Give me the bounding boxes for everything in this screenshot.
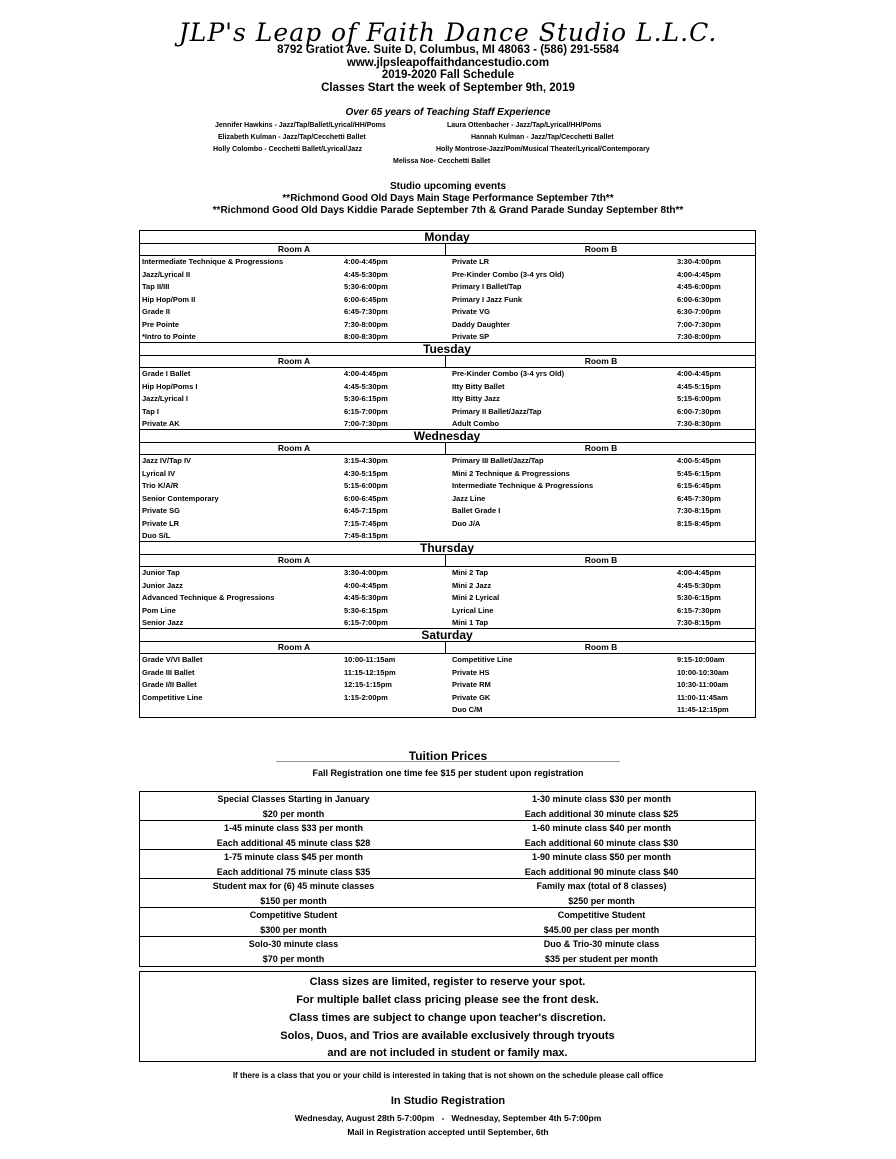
tuition-row	[140, 850, 755, 879]
class-name: Senior Jazz	[142, 618, 184, 627]
class-name: Grade II	[142, 307, 170, 316]
class-name: Jazz Line	[452, 493, 486, 503]
staff-heading: Over 65 years of Teaching Staff Experience	[345, 107, 551, 118]
class-time: 5:15-6:00pm	[677, 394, 721, 403]
event-line: **Richmond Good Old Days Main Stage Performance September 7th**	[282, 193, 614, 204]
class-name: Itty Bitty Ballet	[452, 381, 505, 391]
class-time: 6:15-7:00pm	[344, 406, 388, 416]
class-name: Duo C/M	[452, 705, 483, 714]
class-name: Junior Tap	[142, 568, 180, 577]
class-name: Competitive Line	[142, 692, 203, 702]
class-name: Mini 2 Tap	[452, 568, 489, 577]
class-time: 3:30-4:00pm	[677, 257, 721, 266]
class-time: 4:00-4:45pm	[677, 568, 721, 577]
tuition-line: 1-60 minute class $40 per month	[531, 823, 672, 833]
class-time: 4:00-5:45pm	[677, 456, 721, 465]
staff-member: Holly Montrose-Jazz/Pom/Musical Theater/Lyrical/Contemporary	[436, 146, 650, 153]
class-time: 5:30-6:15pm	[344, 394, 388, 403]
staff-member: Melissa Noe- Cecchetti Ballet	[393, 158, 491, 165]
class-name: Hip Hop/Pom II	[142, 294, 196, 304]
class-time: 6:15-7:00pm	[344, 618, 388, 627]
class-name: Pom Line	[142, 605, 176, 615]
class-time: 4:00-4:45pm	[677, 369, 721, 378]
tuition-cell	[448, 908, 755, 937]
class-name: Grade I/II Ballet	[142, 680, 197, 689]
class-name: Competitive Line	[452, 655, 513, 664]
class-time: 5:30-6:15pm	[344, 605, 388, 615]
day-title: Thursday	[139, 541, 755, 555]
tuition-line: Each additional 60 minute class $30	[524, 837, 679, 848]
class-name: Intermediate Technique & Progressions	[452, 481, 594, 490]
room-a-header: Room A	[277, 555, 311, 565]
tuition-table	[139, 791, 756, 967]
class-time: 5:30-6:15pm	[677, 593, 721, 602]
tuition-line: 1-75 minute class $45 per month	[223, 852, 364, 862]
class-time: 6:45-7:30pm	[344, 307, 388, 316]
class-name: Junior Jazz	[142, 580, 183, 590]
tuition-title: Tuition Prices	[408, 749, 488, 763]
tuition-line: Competitive Student	[249, 910, 338, 920]
class-name: Advanced Technique & Progressions	[142, 593, 275, 602]
class-name: Duo S/L	[142, 531, 171, 540]
class-time: 5:15-6:00pm	[344, 481, 388, 490]
call-office-note: If there is a class that you or your child is interested in taking that is not shown on the schedule please call office	[232, 1071, 664, 1080]
class-name: Primary I Jazz Funk	[452, 294, 523, 304]
class-name: Intermediate Technique & Progressions	[142, 257, 284, 266]
class-name: Mini 1 Tap	[452, 618, 489, 627]
class-time: 7:30-8:15pm	[677, 506, 721, 515]
tuition-row	[140, 821, 755, 850]
class-time: 11:00-11:45am	[677, 692, 728, 702]
class-time: 4:45-5:30pm	[344, 269, 388, 279]
class-name: Private HS	[452, 667, 490, 677]
class-time: 1:15-2:00pm	[344, 692, 388, 702]
class-time: 4:45-5:30pm	[677, 580, 721, 590]
tuition-line: $70 per month	[262, 953, 325, 964]
class-name: Grade V/VI Ballet	[142, 655, 203, 664]
tuition-line: $300 per month	[260, 924, 327, 935]
class-name: Mini 2 Lyrical	[452, 593, 500, 602]
registration-fee: Fall Registration one time fee $15 per student upon registration	[312, 768, 584, 778]
class-time: 7:30-8:00pm	[677, 332, 721, 341]
day-title: Monday	[139, 230, 755, 244]
staff-member: Hannah Kulman - Jazz/Tap/Cecchetti Ballet	[471, 134, 614, 141]
class-time: 4:45-5:15pm	[677, 381, 721, 391]
class-name: Primary I Ballet/Tap	[452, 282, 522, 291]
class-time: 4:00-4:45pm	[344, 580, 388, 590]
tuition-line: Competitive Student	[557, 910, 646, 920]
tuition-line: 1-90 minute class $50 per month	[531, 852, 672, 862]
class-name: Duo J/A	[452, 518, 481, 528]
class-name: Primary III Ballet/Jazz/Tap	[452, 456, 544, 465]
class-name: Private LR	[142, 518, 180, 528]
note-line: Class sizes are limited, register to reserve your spot.	[309, 976, 586, 988]
class-time: 8:15-8:45pm	[677, 518, 721, 528]
class-name: Senior Contemporary	[142, 493, 219, 503]
class-time: 6:15-6:45pm	[677, 481, 721, 490]
note-line: For multiple ballet class pricing please see the front desk.	[296, 994, 599, 1006]
room-b-header: Room B	[445, 443, 756, 454]
class-name: Ballet Grade I	[452, 506, 501, 515]
classes-start: Classes Start the week of September 9th, 2019	[321, 82, 575, 94]
tuition-cell	[448, 879, 755, 908]
studio-name: JLP's Leap of Faith Dance Studio L.L.C.	[178, 18, 718, 47]
class-time: 5:45-6:15pm	[677, 468, 721, 478]
registration-title: In Studio Registration	[390, 1095, 506, 1107]
class-time: 10:00-11:15am	[344, 655, 396, 664]
class-name: Jazz IV/Tap IV	[142, 456, 192, 465]
class-time: 4:45-5:30pm	[344, 593, 388, 602]
class-time: 7:30-8:15pm	[677, 618, 721, 627]
tuition-cell	[448, 792, 755, 821]
room-a-header: Room A	[277, 244, 311, 254]
tuition-line: $150 per month	[260, 895, 327, 906]
event-line: **Richmond Good Old Days Kiddie Parade September 7th & Grand Parade Sunday September 8th**	[212, 205, 684, 216]
tuition-cell	[140, 850, 447, 879]
staff-member: Laura Ottenbacher - Jazz/Tap/Lyrical/HH/Poms	[447, 122, 602, 129]
class-time: 7:30-8:00pm	[344, 319, 388, 329]
day-title: Saturday	[139, 628, 755, 642]
schedule-title: 2019-2020 Fall Schedule	[381, 69, 515, 81]
class-time: 8:00-8:30pm	[344, 332, 388, 341]
tuition-line: Special Classes Starting in January	[217, 794, 370, 804]
day-title: Wednesday	[139, 429, 755, 443]
class-time: 6:45-7:30pm	[677, 493, 721, 503]
tuition-line: Duo & Trio-30 minute class	[543, 939, 660, 949]
class-time: 4:30-5:15pm	[344, 468, 388, 478]
tuition-line: Each additional 75 minute class $35	[216, 866, 371, 877]
class-time: 3:30-4:00pm	[344, 568, 388, 577]
class-time: 6:15-7:30pm	[677, 605, 721, 615]
tuition-line: Each additional 30 minute class $25	[524, 808, 679, 819]
divider	[276, 761, 620, 762]
tuition-line: Each additional 90 minute class $40	[524, 866, 679, 877]
note-line: and are not included in student or family max.	[327, 1047, 568, 1059]
class-name: *Intro to Pointe	[142, 332, 196, 341]
class-name: Private SP	[452, 332, 490, 341]
room-a-header: Room A	[277, 642, 311, 652]
class-time: 7:45-8:15pm	[344, 531, 388, 540]
schedule-table	[139, 230, 755, 720]
room-b-header: Room B	[445, 555, 756, 566]
tuition-cell	[140, 879, 447, 908]
tuition-line: Family max (total of 8 classes)	[536, 881, 667, 891]
class-time: 4:45-6:00pm	[677, 282, 721, 291]
class-name: Private LR	[452, 257, 490, 266]
tuition-line: $45.00 per class per month	[543, 924, 660, 935]
class-time: 11:15-12:15pm	[344, 667, 396, 677]
class-name: Lyrical IV	[142, 468, 176, 478]
class-time: 4:00-4:45pm	[344, 257, 388, 266]
class-name: Pre Pointe	[142, 319, 180, 329]
note-line: Solos, Duos, and Trios are available exclusively through tryouts	[280, 1030, 615, 1042]
class-time: 7:00-7:30pm	[677, 319, 721, 329]
class-time: 4:00-4:45pm	[677, 269, 721, 279]
tuition-cell	[448, 937, 755, 966]
tuition-cell	[448, 850, 755, 879]
room-a-header: Room A	[277, 443, 311, 453]
class-name: Adult Combo	[452, 419, 500, 428]
class-time: 6:00-6:45pm	[344, 493, 388, 503]
class-time: 4:00-4:45pm	[344, 369, 388, 378]
registration-dates: Wednesday, August 28th 5-7:00pm - Wednesday, September 4th 5-7:00pm	[294, 1113, 602, 1123]
class-time: 5:30-6:00pm	[344, 282, 388, 291]
class-time: 6:30-7:00pm	[677, 307, 721, 316]
staff-member: Jennifer Hawkins - Jazz/Tap/Ballet/Lyrical/HH/Poms	[215, 122, 386, 129]
note-line: Class times are subject to change upon teacher's discretion.	[289, 1012, 606, 1024]
tuition-line: $250 per month	[568, 895, 635, 906]
tuition-row	[140, 879, 755, 908]
class-name: Private VG	[452, 307, 490, 316]
studio-website[interactable]: www.jlpsleapoffaithdancestudio.com	[346, 57, 550, 69]
class-time: 10:00-10:30am	[677, 667, 729, 677]
schedule-frame	[139, 230, 756, 718]
class-name: Tap II/III	[142, 282, 170, 291]
class-time: 4:45-5:30pm	[344, 381, 388, 391]
tuition-cell	[140, 792, 447, 821]
class-time: 3:15-4:30pm	[344, 456, 388, 465]
class-name: Private SG	[142, 506, 180, 515]
tuition-row	[140, 908, 755, 937]
room-b-header: Room B	[445, 356, 756, 367]
studio-address: 8792 Gratiot Ave. Suite D, Columbus, MI 48063 - (586) 291-5584	[277, 44, 619, 56]
class-time: 11:45-12:15pm	[677, 705, 729, 714]
tuition-cell	[140, 937, 447, 966]
room-b-header: Room B	[445, 642, 756, 653]
class-name: Jazz/Lyrical II	[142, 269, 191, 279]
class-time: 10:30-11:00am	[677, 680, 729, 689]
class-name: Jazz/Lyrical I	[142, 394, 188, 403]
policy-notes	[139, 971, 756, 1062]
class-time: 7:30-8:30pm	[677, 419, 721, 428]
class-time: 6:00-7:30pm	[677, 406, 721, 416]
class-name: Mini 2 Jazz	[452, 580, 492, 590]
tuition-line: Solo-30 minute class	[248, 939, 339, 949]
tuition-cell	[140, 908, 447, 937]
class-name: Trio K/A/R	[142, 481, 179, 490]
tuition-row	[140, 937, 755, 965]
class-time: 6:00-6:30pm	[677, 294, 721, 304]
class-name: Primary II Ballet/Jazz/Tap	[452, 406, 542, 416]
tuition-line: Each additional 45 minute class $28	[216, 837, 371, 848]
class-name: Private RM	[452, 680, 491, 689]
class-name: Itty Bitty Jazz	[452, 394, 500, 403]
tuition-line: Student max for (6) 45 minute classes	[212, 881, 375, 891]
class-time: 7:00-7:30pm	[344, 419, 388, 428]
tuition-line: $20 per month	[262, 808, 325, 819]
tuition-cell	[448, 821, 755, 850]
class-name: Pre-Kinder Combo (3-4 yrs Old)	[452, 269, 565, 279]
class-name: Tap I	[142, 406, 159, 416]
room-b-header: Room B	[445, 244, 756, 255]
tuition-row	[140, 792, 755, 821]
staff-member: Holly Colombo - Cecchetti Ballet/Lyrical/Jazz	[213, 146, 363, 153]
class-time: 12:15-1:15pm	[344, 680, 392, 689]
tuition-line: 1-45 minute class $33 per month	[223, 823, 364, 833]
events-heading: Studio upcoming events	[389, 181, 507, 192]
class-time: 6:00-6:45pm	[344, 294, 388, 304]
tuition-line: 1-30 minute class $30 per month	[531, 794, 672, 804]
class-time: 7:15-7:45pm	[344, 518, 388, 528]
tuition-cell	[140, 821, 447, 850]
class-name: Mini 2 Technique & Progressions	[452, 468, 570, 478]
staff-member: Elizabeth Kulman - Jazz/Tap/Cecchetti Ballet	[218, 134, 366, 141]
day-title: Tuesday	[139, 342, 755, 356]
class-time: 6:45-7:15pm	[344, 506, 388, 515]
tuition-line: $35 per student per month	[544, 953, 659, 964]
class-name: Pre-Kinder Combo (3-4 yrs Old)	[452, 369, 565, 378]
class-name: Grade I Ballet	[142, 369, 191, 378]
class-name: Grade III Ballet	[142, 667, 195, 677]
class-name: Private AK	[142, 419, 180, 428]
class-time: 9:15-10:00am	[677, 655, 725, 664]
mail-in-note: Mail in Registration accepted until September, 6th	[347, 1127, 549, 1137]
class-name: Daddy Daughter	[452, 319, 510, 329]
class-name: Lyrical Line	[452, 605, 494, 615]
class-name: Private GK	[452, 692, 491, 702]
class-name: Hip Hop/Poms I	[142, 381, 198, 391]
room-a-header: Room A	[277, 356, 311, 366]
